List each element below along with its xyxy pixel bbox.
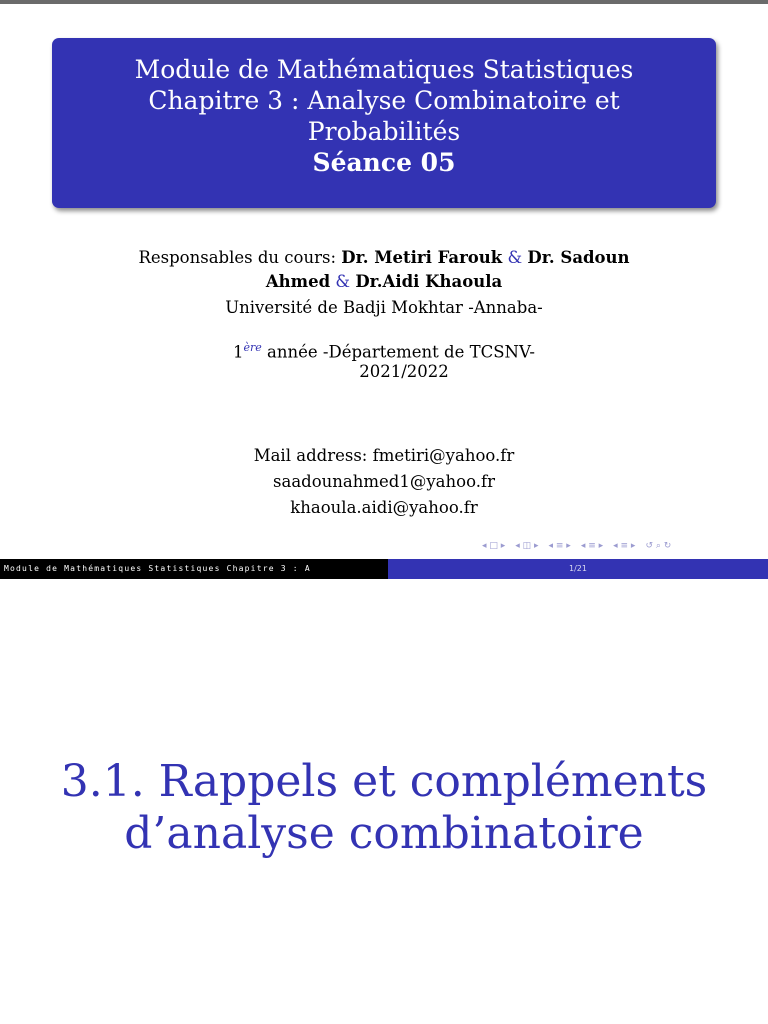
subsection-prev-icon[interactable]: ◂ ◫ ▸ <box>515 541 539 551</box>
top-rule <box>0 0 768 4</box>
mail-3: khaoula.aidi@yahoo.fr <box>290 498 478 517</box>
mail-block <box>0 443 768 521</box>
mail-1: fmetiri@yahoo.fr <box>372 446 515 465</box>
author-1: Dr. Metiri Farouk <box>341 248 503 267</box>
section-title-line-2: d’analyse combinatoire <box>124 808 644 859</box>
title-line-2: Chapitre 3 : Analyse Combinatoire et <box>148 86 620 115</box>
subsection-next-icon[interactable]: ◂ ≡ ▸ <box>613 541 636 551</box>
footer-title: Module de Mathématiques Statistiques Chapitre 3 : A <box>0 559 388 579</box>
section-title <box>0 756 768 860</box>
mail-2: saadounahmed1@yahoo.fr <box>273 472 495 491</box>
author-2-first: Dr. Sadoun <box>527 248 630 267</box>
year-number: 1 <box>233 342 244 362</box>
search-icon[interactable]: ↺ ⌕ ↻ <box>645 541 672 551</box>
year-superscript: ère <box>243 341 262 354</box>
navigation-symbols <box>482 538 762 554</box>
author-2-last: Ahmed <box>265 272 331 291</box>
title-line-3: Probabilités <box>307 117 461 146</box>
department: année -Département de TCSNV- <box>261 342 535 362</box>
mail-label: Mail address: <box>253 446 368 465</box>
authors-label: Responsables du cours: <box>138 248 337 267</box>
title-block <box>52 38 716 208</box>
author-separator: & <box>507 248 523 267</box>
section-prev-icon[interactable]: ◂ ≡ ▸ <box>548 541 571 551</box>
section-title-line-1: 3.1. Rappels et compléments <box>60 756 708 807</box>
university: Université de Badji Mokhtar -Annaba- <box>225 298 543 317</box>
slide-footer <box>0 559 768 579</box>
frame-prev-icon[interactable]: ◂ □ ▸ <box>482 541 506 551</box>
session-title: Séance 05 <box>312 148 456 177</box>
author-3: Dr.Aidi Khaoula <box>355 272 503 291</box>
authors <box>60 246 708 294</box>
year-line <box>0 336 768 365</box>
author-separator: & <box>335 272 351 291</box>
section-next-icon[interactable]: ◂ ≡ ▸ <box>580 541 604 551</box>
page-number: 1/21 <box>388 559 768 579</box>
title-line-1: Module de Mathématiques Statistiques <box>134 55 634 84</box>
academic-year: 2021/2022 <box>359 362 449 381</box>
